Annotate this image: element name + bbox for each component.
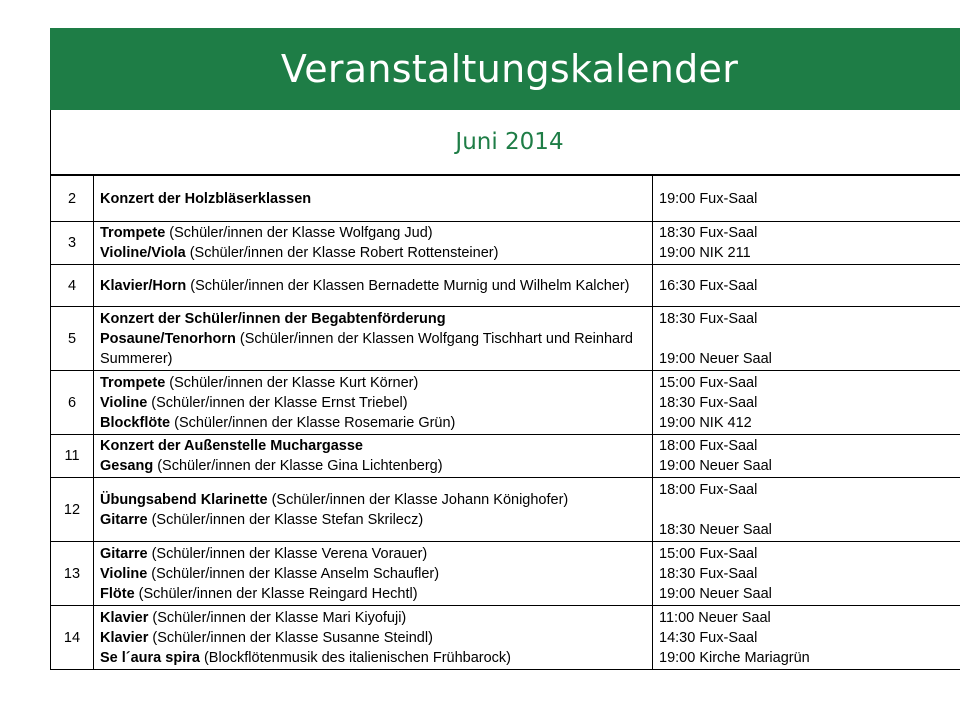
program-item-detail: (Schüler/innen der Klasse Kurt Körner) [165,374,419,391]
time-location: 19:00 Neuer Saal [659,350,772,367]
program-item-detail: (Schüler/innen der Klasse Ernst Triebel) [147,394,408,411]
program-item-detail: (Blockflötenmusik des italienischen Frühbarock) [199,649,512,666]
event-program [94,222,653,265]
time-location: 18:30 Fux-Saal [659,394,758,411]
program-item-title: Konzert der Holzbläserklassen [100,190,312,207]
event-time-location [653,435,960,478]
event-row [51,435,960,478]
event-time-location [653,371,960,435]
program-item [100,413,646,433]
time-location: 14:30 Fux-Saal [659,629,758,646]
program-item-detail: (Schüler/innen der Klasse Reingard Hechtl) [134,585,418,602]
program-item-title: Se l´aura spira [100,649,200,666]
event-time-location [653,542,960,606]
program-item-detail: (Schüler/innen der Klasse Gina Lichtenberg) [153,458,443,474]
event-day: 2 [51,176,94,222]
program-item-title: Gitarre [100,545,148,562]
program-item-title: Flöte [100,585,135,602]
events-table [50,175,960,670]
program-item-detail: (Schüler/innen der Klasse Mari Kiyofuji) [148,609,407,626]
event-row [51,265,960,307]
event-time-location [653,176,960,222]
event-row [51,371,960,435]
time-location: 18:00 Fux-Saal [659,481,758,498]
program-item-detail: (Schüler/innen der Klassen Wolfgang Tischhart und Reinhard Summerer) [100,330,633,367]
event-row [51,542,960,606]
program-item-title: Konzert der Schüler/innen der Begabtenförderung [100,310,446,327]
time-location: 18:00 Fux-Saal [659,438,758,454]
event-program [94,371,653,435]
program-item [100,584,646,604]
program-item-title: Klavier/Horn [100,277,187,294]
program-item [100,608,646,628]
event-program [94,265,653,307]
event-program [94,176,653,222]
event-day: 6 [51,371,94,435]
program-item-detail: (Schüler/innen der Klasse Susanne Steindl) [148,629,433,646]
event-row [51,176,960,222]
month-title: Juni 2014 [455,129,564,155]
event-row [51,307,960,371]
program-item [100,276,646,296]
time-location: 16:30 Fux-Saal [659,277,758,294]
event-day: 5 [51,307,94,371]
time-location: 15:00 Fux-Saal [659,374,758,391]
program-item [100,309,646,329]
program-item [100,243,646,263]
event-row [51,478,960,542]
month-header [50,110,960,175]
event-program [94,435,653,478]
program-item-detail: (Schüler/innen der Klasse Verena Vorauer) [147,545,428,562]
event-row [51,606,960,670]
event-day: 4 [51,265,94,307]
time-location: 19:00 NIK 211 [659,245,751,261]
program-item [100,456,646,476]
program-item [100,436,646,456]
time-location: 19:00 Kirche Mariagrün [659,649,810,666]
program-item [100,373,646,393]
program-item-title: Blockflöte [100,414,171,431]
event-day: 14 [51,606,94,670]
time-location: 19:00 NIK 412 [659,414,752,431]
time-location: 19:00 Neuer Saal [659,585,772,602]
title-banner [50,28,960,110]
program-item-title: Violine [100,394,148,411]
program-item-detail: (Schüler/innen der Klasse Stefan Skrilecz) [147,511,424,528]
program-item-title: Klavier [100,629,149,646]
event-program [94,478,653,542]
program-item [100,393,646,413]
time-location: 15:00 Fux-Saal [659,545,758,562]
program-item-title: Übungsabend Klarinette [100,491,268,508]
event-day: 3 [51,222,94,265]
program-item-detail: (Schüler/innen der Klasse Johann Könighofer) [267,491,569,508]
event-day: 13 [51,542,94,606]
event-time-location [653,307,960,371]
program-item [100,490,646,510]
program-item-title: Violine [100,565,148,582]
program-item-title: Konzert der Außenstelle Muchargasse [100,438,363,454]
program-item-detail: (Schüler/innen der Klasse Anselm Schaufler) [147,565,440,582]
program-item-title: Trompete [100,374,166,391]
program-item-detail: (Schüler/innen der Klassen Bernadette Murnig und Wilhelm Kalcher) [186,277,630,294]
program-item [100,544,646,564]
program-item [100,223,646,243]
event-program [94,606,653,670]
program-item [100,648,646,668]
time-location: 19:00 Fux-Saal [659,190,758,207]
program-item [100,329,646,369]
event-time-location [653,222,960,265]
time-location: 18:30 Neuer Saal [659,521,772,538]
time-location: 18:30 Fux-Saal [659,225,758,241]
program-item-detail: (Schüler/innen der Klasse Robert Rottensteiner) [185,245,499,261]
program-item-title: Trompete [100,225,166,241]
event-time-location [653,265,960,307]
program-item [100,628,646,648]
event-time-location [653,606,960,670]
program-item-title: Violine/Viola [100,245,186,261]
time-location: 19:00 Neuer Saal [659,458,772,474]
program-item-title: Gesang [100,458,154,474]
time-location: 18:30 Fux-Saal [659,565,758,582]
time-location: 11:00 Neuer Saal [659,609,771,626]
page-title: Veranstaltungskalender [280,47,739,91]
program-item-title: Gitarre [100,511,148,528]
event-row [51,222,960,265]
event-time-location [653,478,960,542]
event-day: 11 [51,435,94,478]
program-item-detail: (Schüler/innen der Klasse Wolfgang Jud) [165,225,433,241]
time-location: 18:30 Fux-Saal [659,310,758,327]
event-program [94,307,653,371]
program-item-title: Posaune/Tenorhorn [100,330,236,347]
program-item [100,564,646,584]
event-program [94,542,653,606]
program-item [100,510,646,530]
event-day: 12 [51,478,94,542]
program-item [100,189,646,209]
program-item-title: Klavier [100,609,149,626]
program-item-detail: (Schüler/innen der Klasse Rosemarie Grün) [170,414,456,431]
